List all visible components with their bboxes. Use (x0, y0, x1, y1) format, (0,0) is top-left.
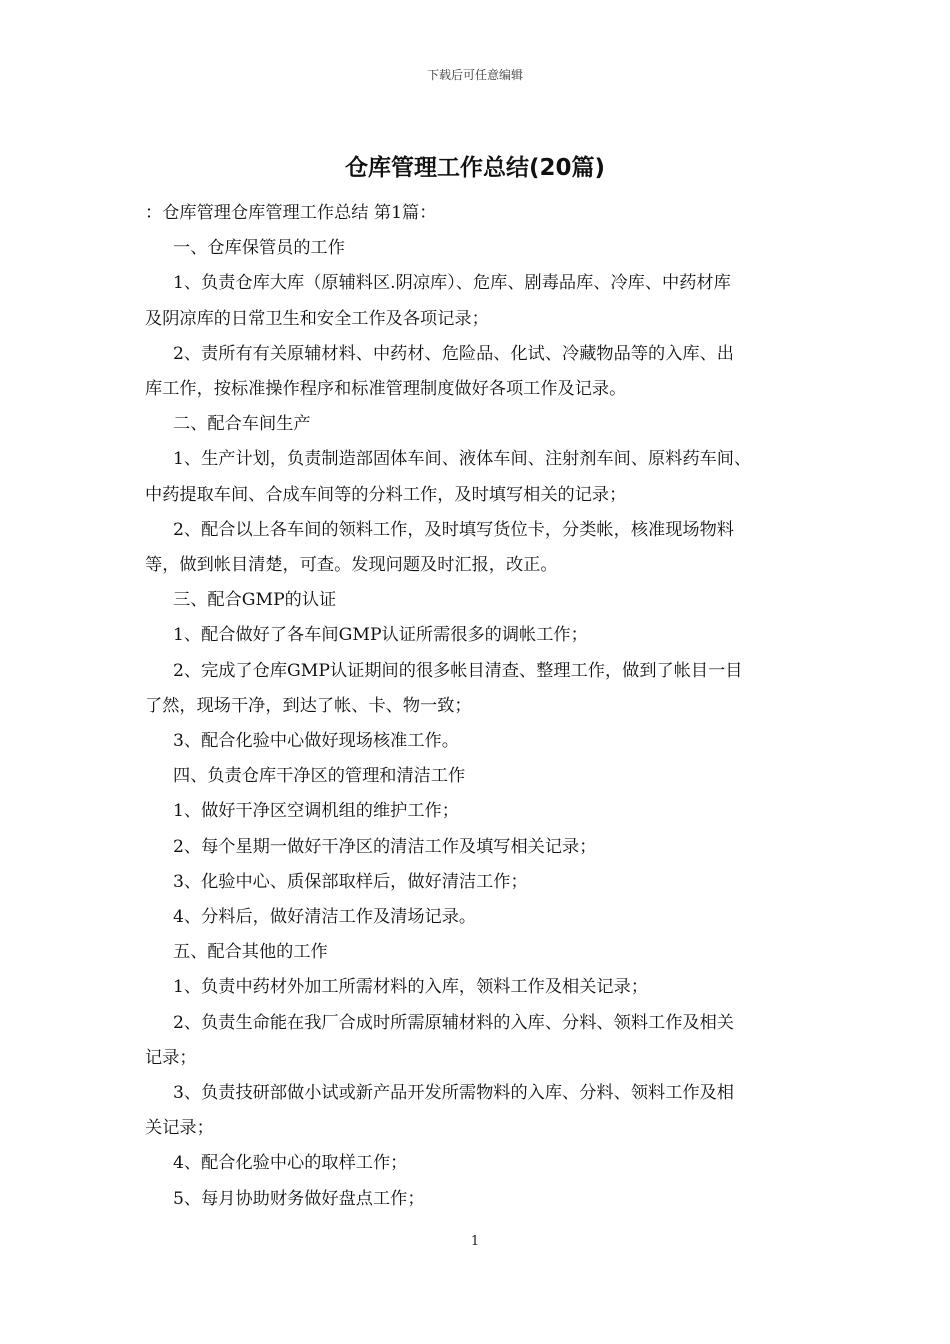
paragraph-line: 四、负责仓库干净区的管理和清洁工作 (173, 766, 466, 787)
paragraph-line: 等，做到帐目清楚，可查。发现问题及时汇报，改正。 (145, 555, 558, 576)
paragraph-line: 4、配合化验中心的取样工作； (173, 1153, 408, 1174)
header-note: 下载后可任意编辑 (426, 68, 523, 82)
paragraph-line: 记录； (145, 1047, 197, 1068)
paragraph-line: 1、负责中药材外加工所需材料的入库，领料工作及相关记录； (173, 977, 649, 998)
paragraph-line: 二、配合车间生产 (173, 414, 311, 435)
page-number: 1 (470, 1234, 480, 1249)
paragraph-line: 3、化验中心、质保部取样后，做好清洁工作； (173, 871, 528, 892)
paragraph-line: 2、责所有有关原辅材料、中药材、危险品、化试、冷藏物品等的入库、出 (173, 343, 734, 364)
paragraph-line: 2、完成了仓库GMP认证期间的很多帐目清查、整理工作，做到了帐目一目 (173, 660, 743, 681)
paragraph-line: 4、分料后，做好清洁工作及清场记录。 (173, 907, 477, 928)
paragraph-line: 3、配合化验中心做好现场核准工作。 (173, 731, 459, 752)
paragraph-line: 一、仓库保管员的工作 (173, 238, 345, 259)
paragraph-line: 2、负责生命能在我厂合成时所需原辅材料的入库、分料、领料工作及相关 (173, 1012, 734, 1033)
paragraph-line: 关记录； (145, 1118, 214, 1139)
paragraph-line: 1、生产计划，负责制造部固体车间、液体车间、注射剂车间、原料药车间、 (173, 449, 752, 470)
paragraph-line: 2、每个星期一做好干净区的清洁工作及填写相关记录； (173, 836, 597, 857)
document-body (145, 196, 815, 1217)
paragraph-line: 1、做好干净区空调机组的维护工作； (173, 801, 459, 822)
paragraph-line: 库工作，按标准操作程序和标准管理制度做好各项工作及记录。 (145, 379, 627, 400)
paragraph-line: 1、负责仓库大库（原辅料区.阴凉库）、危库、剧毒品库、冷库、中药材库 (173, 273, 731, 294)
paragraph-line: 5、每月协助财务做好盘点工作； (173, 1188, 425, 1209)
paragraph-line: 三、配合GMP的认证 (173, 590, 337, 611)
document-title: 仓库管理工作总结(20篇) (344, 155, 606, 181)
paragraph-line: 及阴凉库的日常卫生和安全工作及各项记录； (145, 308, 489, 329)
paragraph-line: ：仓库管理仓库管理工作总结 第1篇： (145, 203, 437, 223)
paragraph-line: 了然，现场干净，到达了帐、卡、物一致； (145, 695, 472, 716)
paragraph-line: 五、配合其他的工作 (173, 942, 328, 963)
paragraph-line: 中药提取车间、合成车间等的分料工作，及时填写相关的记录； (145, 484, 627, 505)
paragraph-line: 3、负责技研部做小试或新产品开发所需物料的入库、分料、领料工作及相 (173, 1083, 734, 1104)
paragraph-line: 2、配合以上各车间的领料工作，及时填写货位卡，分类帐，核准现场物料 (173, 519, 734, 540)
paragraph-line: 1、配合做好了各车间GMP认证所需很多的调帐工作； (173, 625, 588, 646)
